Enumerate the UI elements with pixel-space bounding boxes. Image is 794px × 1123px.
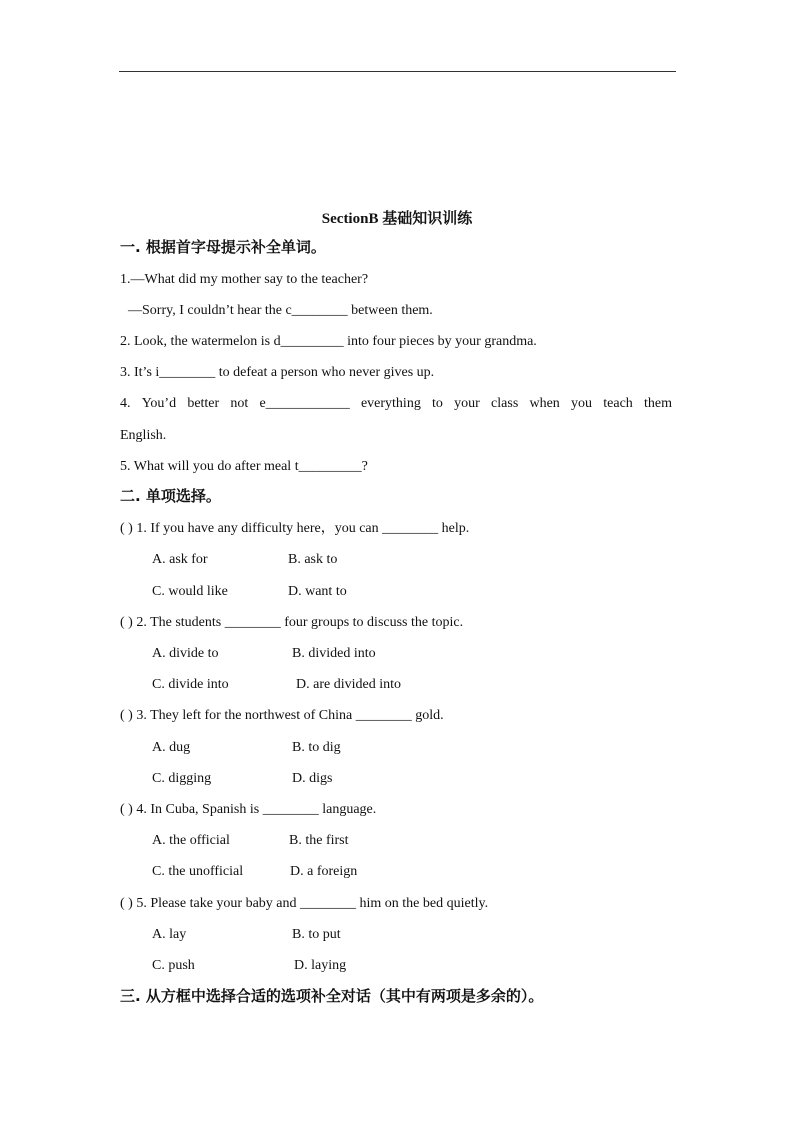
mc-question-2: ( ) 2. The students ________ four groups to discuss the topic.: [120, 615, 464, 630]
mc-option-d: D. digs: [292, 771, 333, 786]
mc-option-a: A. divide to: [152, 646, 219, 661]
word: better: [187, 396, 220, 411]
mc-option-c: C. digging: [152, 771, 212, 786]
mc-option-a: A. lay: [152, 927, 187, 942]
mc-option-a: A. the official: [152, 833, 230, 848]
mc-question-4: ( ) 4. In Cuba, Spanish is ________ language.: [120, 802, 377, 817]
mc-option-a: A. dug: [152, 740, 191, 755]
mc-option-c: C. divide into: [152, 677, 229, 692]
question-3: 3. It’s i________ to defeat a person who never gives up.: [120, 365, 435, 380]
mc-option-d: D. are divided into: [296, 677, 401, 692]
mc-option-d: D. a foreign: [290, 864, 358, 879]
mc-option-b: B. to dig: [292, 740, 341, 755]
word: when: [529, 396, 560, 411]
word: 4.: [120, 396, 131, 411]
section-heading-1: 一. 根据首字母提示补全单词。: [120, 238, 326, 256]
mc-option-b: B. ask to: [288, 552, 338, 567]
question-4-line-1: [120, 395, 672, 413]
mc-option-c: C. the unofficial: [152, 864, 244, 879]
question-4-line-2: English.: [120, 428, 167, 443]
section-heading-2: 二. 单项选择。: [120, 487, 221, 505]
mc-option-b: B. to put: [292, 927, 341, 942]
mc-option-d: D. laying: [294, 958, 347, 973]
word: them: [644, 396, 672, 411]
question-5: 5. What will you do after meal t_________?: [120, 459, 368, 474]
mc-question-3: ( ) 3. They left for the northwest of China ________ gold.: [120, 708, 444, 723]
section-heading-3: 三. 从方框中选择合适的选项补全对话（其中有两项是多余的）。: [120, 987, 544, 1005]
question-1-line-1: 1.—What did my mother say to the teacher?: [120, 272, 369, 287]
mc-option-a: A. ask for: [152, 552, 208, 567]
question-1-line-2: —Sorry, I couldn’t hear the c________ between them.: [128, 303, 433, 318]
mc-question-1: ( ) 1. If you have any difficulty here，you can ________ help.: [120, 521, 470, 536]
word: not: [230, 396, 249, 411]
question-2: 2. Look, the watermelon is d_________ into four pieces by your grandma.: [120, 334, 537, 349]
mc-option-b: B. the first: [289, 833, 349, 848]
word: e____________: [259, 396, 350, 411]
mc-option-b: B. divided into: [292, 646, 376, 661]
word: your: [454, 396, 480, 411]
mc-option-d: D. want to: [288, 584, 347, 599]
word: You’d: [141, 396, 177, 411]
word: to: [432, 396, 443, 411]
mc-option-c: C. would like: [152, 584, 228, 599]
word: everything: [360, 396, 421, 411]
mc-question-5: ( ) 5. Please take your baby and ________ him on the bed quietly.: [120, 896, 489, 911]
page-title: SectionB 基础知识训练: [321, 211, 473, 227]
header-rule: [119, 71, 676, 72]
word: class: [491, 396, 519, 411]
word: teach: [603, 396, 633, 411]
word: you: [571, 396, 593, 411]
mc-option-c: C. push: [152, 958, 195, 973]
